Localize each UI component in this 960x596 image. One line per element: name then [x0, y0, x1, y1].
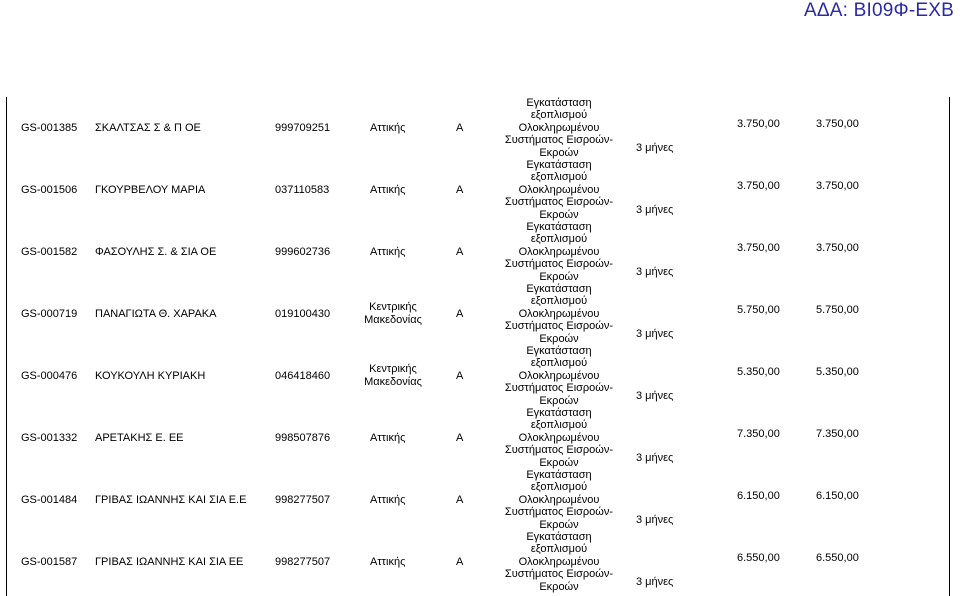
approved-amount: 7.350,00 — [816, 427, 859, 440]
table-row — [6, 159, 956, 221]
beneficiary-name: ΑΡΕΤΑΚΗΣ Ε. ΕΕ — [95, 431, 184, 444]
table-row — [6, 407, 956, 469]
project-code: GS-001385 — [21, 121, 78, 134]
category: Α — [456, 555, 464, 568]
category: Α — [456, 431, 464, 444]
budget-amount: 6.550,00 — [737, 551, 780, 564]
budget-amount: 3.750,00 — [737, 179, 780, 192]
approved-amount: 6.550,00 — [816, 551, 859, 564]
approved-amount: 6.150,00 — [816, 489, 859, 502]
table-row — [6, 221, 956, 283]
beneficiaries-table — [6, 97, 956, 596]
project-code: GS-001506 — [21, 183, 78, 196]
category: Α — [456, 307, 464, 320]
table-row — [6, 97, 956, 159]
tax-id: 999602736 — [275, 245, 331, 258]
project-code: GS-001587 — [21, 555, 78, 568]
table-row — [6, 345, 956, 407]
category: Α — [456, 245, 464, 258]
duration: 3 μήνες — [636, 575, 674, 588]
category: Α — [456, 121, 464, 134]
region: Αττικής — [370, 493, 406, 506]
region: Αττικής — [370, 183, 406, 196]
region: Κεντρικής Μακεδονίας — [364, 301, 422, 326]
ada-header: ΑΔΑ: ΒΙ09Φ-ΕΧΒ — [804, 0, 954, 21]
tax-id: 019100430 — [275, 307, 331, 320]
project-code: GS-001332 — [21, 431, 78, 444]
action-description: Εγκατάσταση εξοπλισμού Ολοκληρωμένου Συστήματος Εισροών-Εκροών — [504, 220, 614, 283]
action-description: Εγκατάσταση εξοπλισμού Ολοκληρωμένου Συστήματος Εισροών-Εκροών — [504, 530, 614, 593]
table-row — [6, 469, 956, 531]
approved-amount: 3.750,00 — [816, 179, 859, 192]
action-description: Εγκατάσταση εξοπλισμού Ολοκληρωμένου Συστήματος Εισροών-Εκροών — [504, 96, 614, 159]
region: Αττικής — [370, 431, 406, 444]
table-row — [6, 531, 956, 593]
action-description: Εγκατάσταση εξοπλισμού Ολοκληρωμένου Συστήματος Εισροών-Εκροών — [504, 468, 614, 531]
budget-amount: 5.750,00 — [737, 303, 780, 316]
duration: 3 μήνες — [636, 141, 674, 154]
approved-amount: 3.750,00 — [816, 241, 859, 254]
category: Α — [456, 183, 464, 196]
tax-id: 998277507 — [275, 493, 331, 506]
duration: 3 μήνες — [636, 389, 674, 402]
beneficiary-name: ΓΚΟΥΡΒΕΛΟΥ ΜΑΡΙΑ — [95, 183, 206, 196]
duration: 3 μήνες — [636, 513, 674, 526]
region: Αττικής — [370, 245, 406, 258]
project-code: GS-001484 — [21, 493, 78, 506]
project-code: GS-001582 — [21, 245, 78, 258]
region: Αττικής — [370, 555, 406, 568]
duration: 3 μήνες — [636, 265, 674, 278]
tax-id: 998277507 — [275, 555, 331, 568]
project-code: GS-000719 — [21, 307, 78, 320]
tax-id: 046418460 — [275, 369, 331, 382]
region: Αττικής — [370, 121, 406, 134]
tax-id: 037110583 — [275, 183, 330, 196]
tax-id: 998507876 — [275, 431, 331, 444]
beneficiary-name: ΓΡΙΒΑΣ ΙΩΑΝΝΗΣ ΚΑΙ ΣΙΑ Ε.Ε — [95, 493, 247, 506]
action-description: Εγκατάσταση εξοπλισμού Ολοκληρωμένου Συστήματος Εισροών-Εκροών — [504, 158, 614, 221]
beneficiary-name: ΦΑΣΟΥΛΗΣ Σ. & ΣΙΑ ΟΕ — [95, 245, 217, 258]
approved-amount: 3.750,00 — [816, 117, 859, 130]
approved-amount: 5.750,00 — [816, 303, 859, 316]
table-row — [6, 283, 956, 345]
approved-amount: 5.350,00 — [816, 365, 859, 378]
category: Α — [456, 493, 464, 506]
action-description: Εγκατάσταση εξοπλισμού Ολοκληρωμένου Συστήματος Εισροών-Εκροών — [504, 282, 614, 345]
duration: 3 μήνες — [636, 203, 674, 216]
budget-amount: 3.750,00 — [737, 241, 780, 254]
tax-id: 999709251 — [275, 121, 331, 134]
project-code: GS-000476 — [21, 369, 78, 382]
budget-amount: 3.750,00 — [737, 117, 780, 130]
action-description: Εγκατάσταση εξοπλισμού Ολοκληρωμένου Συστήματος Εισροών-Εκροών — [504, 344, 614, 407]
duration: 3 μήνες — [636, 327, 674, 340]
region: Κεντρικής Μακεδονίας — [364, 363, 422, 388]
budget-amount: 6.150,00 — [737, 489, 780, 502]
beneficiary-name: ΓΡΙΒΑΣ ΙΩΑΝΝΗΣ ΚΑΙ ΣΙΑ ΕΕ — [95, 555, 244, 568]
duration: 3 μήνες — [636, 451, 674, 464]
beneficiary-name: ΚΟΥΚΟΥΛΗ ΚΥΡΙΑΚΗ — [95, 369, 206, 382]
action-description: Εγκατάσταση εξοπλισμού Ολοκληρωμένου Συστήματος Εισροών-Εκροών — [504, 406, 614, 469]
budget-amount: 7.350,00 — [737, 427, 780, 440]
beneficiary-name: ΣΚΑΛΤΣΑΣ Σ & Π ΟΕ — [95, 121, 201, 134]
category: Α — [456, 369, 464, 382]
beneficiary-name: ΠΑΝΑΓΙΩΤΑ Θ. ΧΑΡΑΚΑ — [95, 307, 217, 320]
budget-amount: 5.350,00 — [737, 365, 780, 378]
